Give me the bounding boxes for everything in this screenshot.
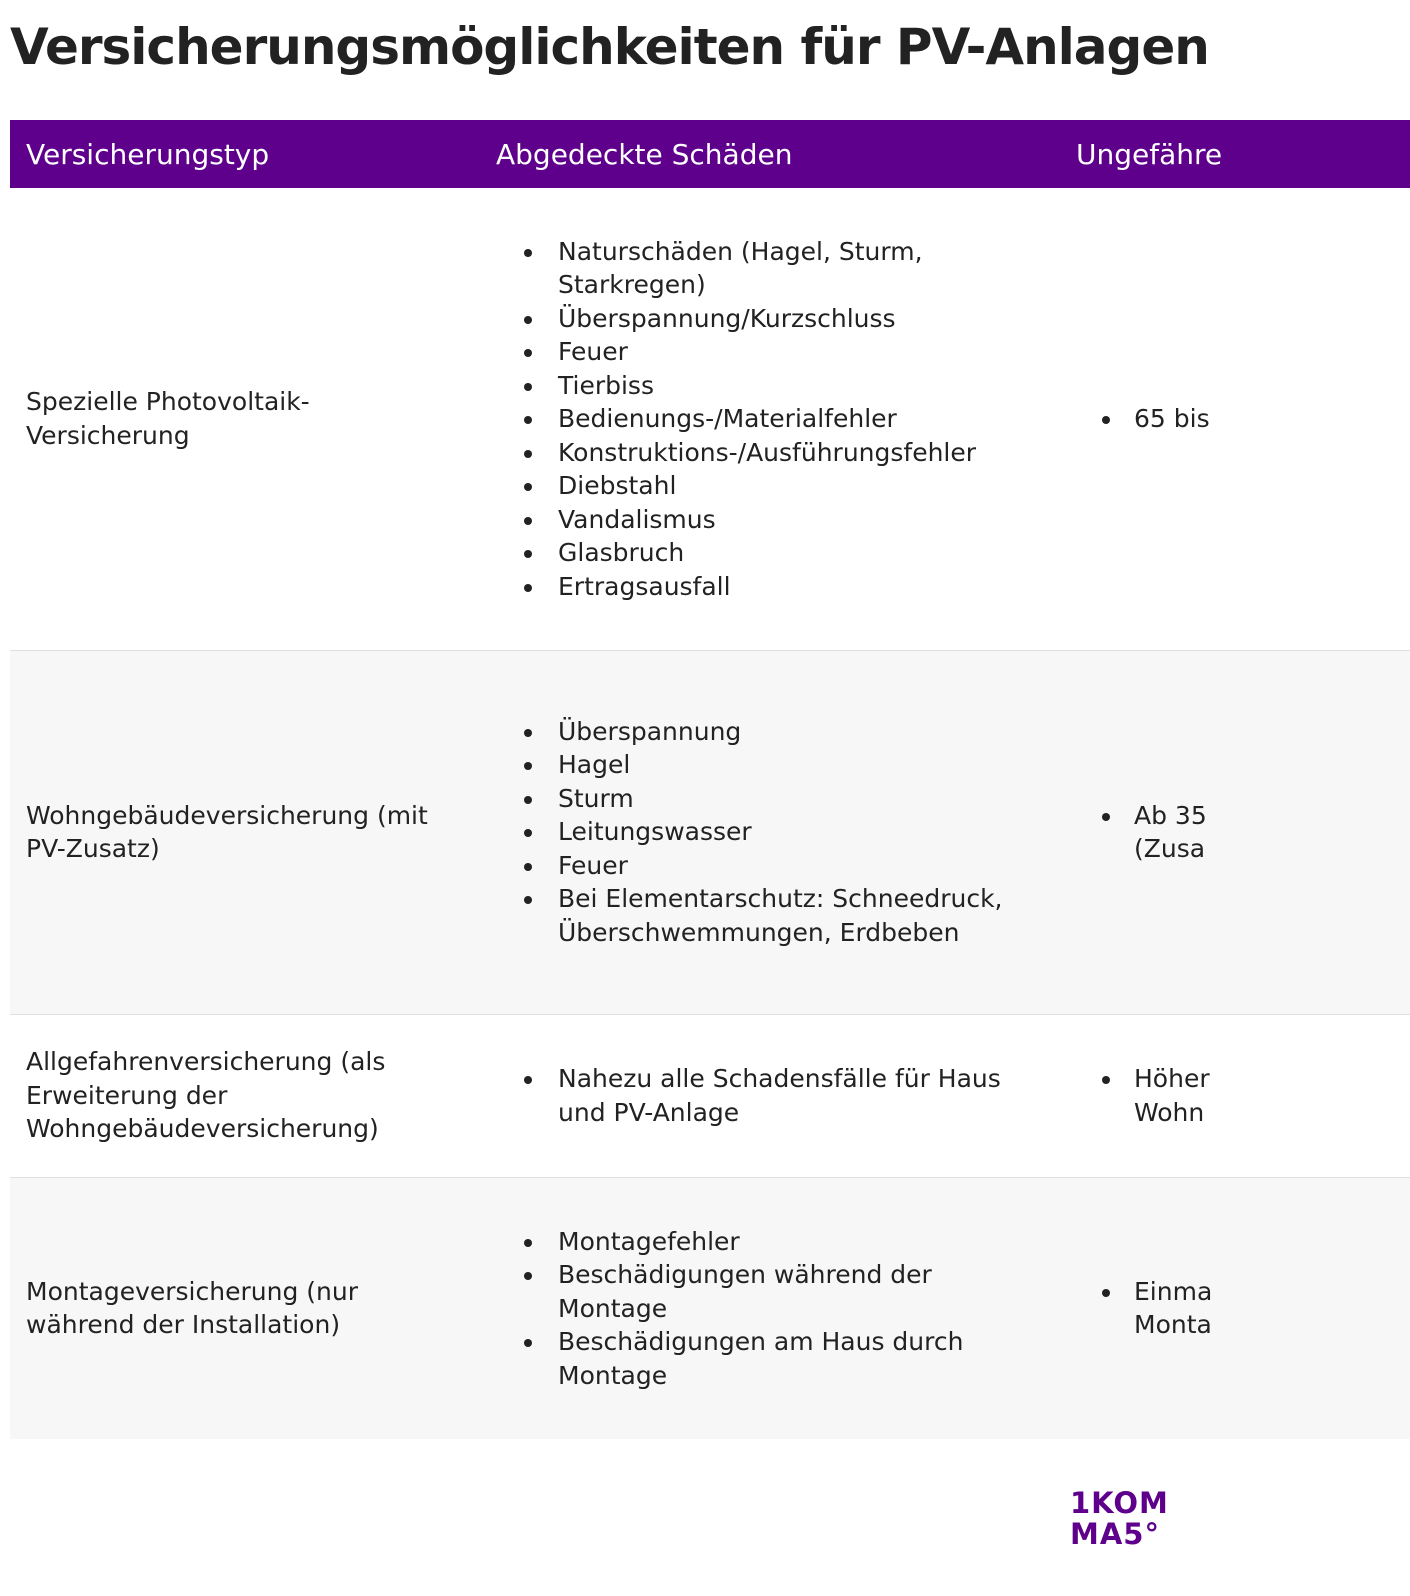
list-item: Naturschäden (Hagel, Sturm, Starkregen) xyxy=(496,235,1060,302)
list-item xyxy=(1076,1062,1410,1129)
table-header-row xyxy=(10,120,1410,188)
header-covered-damages: Abgedeckte Schäden xyxy=(480,120,1060,188)
list-item: Nahezu alle Schadensfälle für Haus und PV-Anlage xyxy=(496,1062,1060,1129)
cell-insurance-type: Allgefahrenversicherung (als Erweiterung der Wohngebäudeversicherung) xyxy=(10,1014,480,1177)
cost-line: (Zusa xyxy=(1134,834,1206,863)
list-item: Bei Elementarschutz: Schneedruck, Überschwemmungen, Erdbeben xyxy=(496,882,1060,949)
cost-line: Ab 35 xyxy=(1134,800,1207,830)
list-item: Überspannung xyxy=(496,715,1060,749)
cost-list xyxy=(1076,402,1410,436)
insurance-table-wrapper[interactable] xyxy=(10,120,1223,1439)
cost-list xyxy=(1076,1275,1410,1342)
list-item: Vandalismus xyxy=(496,503,1060,537)
table-row xyxy=(10,650,1410,1014)
cost-line: Wohn xyxy=(1134,1097,1205,1127)
cost-line: Einma xyxy=(1134,1276,1213,1306)
header-approx-cost: Ungefähre xyxy=(1060,120,1410,188)
cost-list xyxy=(1076,1062,1410,1129)
brand-logo xyxy=(1070,1488,1169,1550)
cell-approx-cost xyxy=(1060,1014,1410,1177)
cell-insurance-type: Wohngebäudeversicherung (mit PV-Zusatz) xyxy=(10,650,480,1014)
logo-line-2: MA5° xyxy=(1070,1517,1160,1551)
cell-approx-cost xyxy=(1060,650,1410,1014)
cell-insurance-type: Spezielle Photovoltaik-Versicherung xyxy=(10,188,480,650)
list-item: Bedienungs-/Materialfehler xyxy=(496,402,1060,436)
cell-covered-damages xyxy=(480,188,1060,650)
table-row xyxy=(10,1014,1410,1177)
list-item xyxy=(1076,799,1410,866)
header-insurance-type: Versicherungstyp xyxy=(10,120,480,188)
cost-line: Monta xyxy=(1134,1310,1212,1340)
damages-list xyxy=(496,715,1060,950)
cell-approx-cost xyxy=(1060,1177,1410,1439)
list-item: Ertragsausfall xyxy=(496,570,1060,604)
damages-list xyxy=(496,1062,1060,1129)
cell-covered-damages xyxy=(480,650,1060,1014)
list-item: Feuer xyxy=(496,849,1060,883)
list-item: Diebstahl xyxy=(496,469,1060,503)
cell-covered-damages xyxy=(480,1014,1060,1177)
table-row xyxy=(10,188,1410,650)
list-item: Glasbruch xyxy=(496,536,1060,570)
list-item: Beschädigungen während der Montage xyxy=(496,1258,1060,1325)
cell-insurance-type: Montageversicherung (nur während der Installation) xyxy=(10,1177,480,1439)
list-item: Sturm xyxy=(496,782,1060,816)
list-item: 65 bis xyxy=(1076,402,1410,436)
list-item: Tierbiss xyxy=(496,369,1060,403)
list-item xyxy=(1076,1275,1410,1342)
list-item: Leitungswasser xyxy=(496,815,1060,849)
list-item: Montagefehler xyxy=(496,1225,1060,1259)
cell-approx-cost xyxy=(1060,188,1410,650)
list-item: Überspannung/Kurzschluss xyxy=(496,302,1060,336)
cost-list xyxy=(1076,799,1410,866)
insurance-table xyxy=(10,120,1410,1439)
list-item: Hagel xyxy=(496,748,1060,782)
table-row xyxy=(10,1177,1410,1439)
cost-line: Höher xyxy=(1134,1064,1210,1093)
list-item: Feuer xyxy=(496,335,1060,369)
list-item: Konstruktions-/Ausführungsfehler xyxy=(496,436,1060,470)
cell-covered-damages xyxy=(480,1177,1060,1439)
damages-list xyxy=(496,1225,1060,1393)
damages-list xyxy=(496,235,1060,604)
page-title: Versicherungsmöglichkeiten für PV-Anlagen xyxy=(10,18,1209,76)
logo-line-1: 1KOM xyxy=(1070,1486,1169,1520)
list-item: Beschädigungen am Haus durch Montage xyxy=(496,1325,1060,1392)
